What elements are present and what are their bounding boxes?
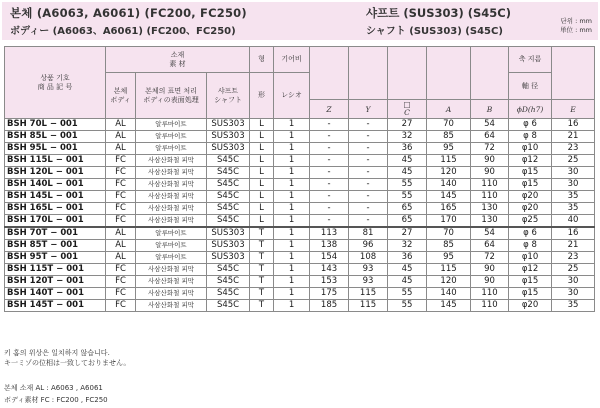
cell-z: - bbox=[310, 143, 349, 155]
cell-z: - bbox=[310, 215, 349, 228]
cell-code: BSH 70T − 001 bbox=[5, 227, 106, 240]
cell-type: T bbox=[250, 276, 274, 288]
cell-z: 154 bbox=[310, 252, 349, 264]
cell-y: - bbox=[349, 191, 388, 203]
cell-shaft: S45C bbox=[207, 276, 250, 288]
cell-a: 85 bbox=[427, 240, 471, 252]
cell-surface: 사삼산화철 피막 bbox=[136, 203, 207, 215]
cell-a: 170 bbox=[427, 215, 471, 228]
cell-c: 45 bbox=[388, 167, 427, 179]
note-body-material-jp: ボディ素材 FC : FC200 , FC250 bbox=[4, 396, 108, 404]
cell-b: 90 bbox=[471, 264, 509, 276]
cell-type: L bbox=[250, 167, 274, 179]
spec-table-body bbox=[5, 119, 595, 312]
cell-body: FC bbox=[106, 215, 136, 228]
cell-code: BSH 145L − 001 bbox=[5, 191, 106, 203]
cell-y: - bbox=[349, 131, 388, 143]
cell-surface: 사삼산화철 피막 bbox=[136, 191, 207, 203]
cell-surface: 사삼산화철 피막 bbox=[136, 167, 207, 179]
cell-z: - bbox=[310, 167, 349, 179]
cell-a: 85 bbox=[427, 131, 471, 143]
cell-type: L bbox=[250, 119, 274, 131]
cell-d: φ 8 bbox=[509, 131, 552, 143]
cell-type: L bbox=[250, 131, 274, 143]
cell-b: 110 bbox=[471, 179, 509, 191]
cell-ratio: 1 bbox=[274, 119, 310, 131]
cell-body: FC bbox=[106, 276, 136, 288]
cell-type: T bbox=[250, 288, 274, 300]
col-header-surface-jp: ボディの表面処理 bbox=[143, 95, 199, 104]
cell-code: BSH 170L − 001 bbox=[5, 215, 106, 228]
cell-ratio: 1 bbox=[274, 167, 310, 179]
cell-a: 95 bbox=[427, 252, 471, 264]
note-keyway-ko: 키 홈의 위상은 일치하지 않습니다. bbox=[4, 349, 110, 357]
cell-body: FC bbox=[106, 179, 136, 191]
cell-d: φ12 bbox=[509, 264, 552, 276]
col-header-z: Z bbox=[310, 100, 349, 119]
col-header-ratio: 기어비 bbox=[274, 47, 310, 73]
cell-d: φ20 bbox=[509, 203, 552, 215]
cell-y: - bbox=[349, 203, 388, 215]
cell-z: - bbox=[310, 179, 349, 191]
cell-c: 55 bbox=[388, 288, 427, 300]
cell-c: 32 bbox=[388, 131, 427, 143]
cell-body: AL bbox=[106, 252, 136, 264]
cell-b: 90 bbox=[471, 167, 509, 179]
table-row bbox=[5, 167, 595, 179]
cell-c: 36 bbox=[388, 252, 427, 264]
cell-z: 185 bbox=[310, 300, 349, 312]
col-header-a-top bbox=[427, 47, 471, 100]
cell-surface: 사삼산화철 피막 bbox=[136, 179, 207, 191]
cell-a: 115 bbox=[427, 155, 471, 167]
cell-d: φ15 bbox=[509, 179, 552, 191]
table-row bbox=[5, 227, 595, 240]
cell-a: 145 bbox=[427, 191, 471, 203]
cell-z: - bbox=[310, 155, 349, 167]
cell-body: FC bbox=[106, 191, 136, 203]
cell-code: BSH 165L − 001 bbox=[5, 203, 106, 215]
cell-d: φ 6 bbox=[509, 227, 552, 240]
cell-a: 115 bbox=[427, 264, 471, 276]
cell-ratio: 1 bbox=[274, 131, 310, 143]
spec-table bbox=[4, 46, 595, 312]
cell-type: L bbox=[250, 215, 274, 228]
cell-shaft: S45C bbox=[207, 300, 250, 312]
cell-surface: 사삼산화철 피막 bbox=[136, 276, 207, 288]
col-header-type-jp: 形 bbox=[250, 73, 274, 119]
cell-e: 30 bbox=[552, 276, 595, 288]
cell-b: 64 bbox=[471, 240, 509, 252]
cell-code: BSH 95L − 001 bbox=[5, 143, 106, 155]
cell-z: - bbox=[310, 119, 349, 131]
col-header-ratio-jp: レシオ bbox=[274, 73, 310, 119]
col-header-body-jp: ボディ bbox=[110, 95, 131, 104]
cell-d: φ12 bbox=[509, 155, 552, 167]
cell-ratio: 1 bbox=[274, 240, 310, 252]
cell-body: AL bbox=[106, 143, 136, 155]
table-row bbox=[5, 119, 595, 131]
col-header-material-jp: 素 材 bbox=[169, 59, 186, 68]
cell-d: φ 8 bbox=[509, 240, 552, 252]
cell-e: 40 bbox=[552, 215, 595, 228]
col-header-c bbox=[388, 100, 427, 119]
cell-code: BSH 95T − 001 bbox=[5, 252, 106, 264]
cell-ratio: 1 bbox=[274, 288, 310, 300]
col-header-d: ϕD(h7) bbox=[509, 100, 552, 119]
cell-e: 30 bbox=[552, 167, 595, 179]
cell-surface: 사삼산화철 피막 bbox=[136, 264, 207, 276]
cell-type: T bbox=[250, 227, 274, 240]
cell-type: L bbox=[250, 191, 274, 203]
cell-y: - bbox=[349, 119, 388, 131]
table-row bbox=[5, 143, 595, 155]
cell-surface: 사삼산화철 피막 bbox=[136, 288, 207, 300]
cell-d: φ20 bbox=[509, 300, 552, 312]
cell-surface: 알루마이트 bbox=[136, 119, 207, 131]
cell-e: 25 bbox=[552, 264, 595, 276]
cell-d: φ10 bbox=[509, 143, 552, 155]
header-title-ko: 본체 (A6063, A6061) (FC200, FC250) bbox=[10, 6, 247, 20]
cell-y: 96 bbox=[349, 240, 388, 252]
cell-d: φ15 bbox=[509, 288, 552, 300]
cell-ratio: 1 bbox=[274, 155, 310, 167]
cell-c: 27 bbox=[388, 119, 427, 131]
cell-e: 23 bbox=[552, 252, 595, 264]
col-header-a: A bbox=[427, 100, 471, 119]
cell-b: 72 bbox=[471, 143, 509, 155]
cell-code: BSH 140L − 001 bbox=[5, 179, 106, 191]
cell-surface: 사삼산화철 피막 bbox=[136, 215, 207, 228]
cell-d: φ10 bbox=[509, 252, 552, 264]
cell-ratio: 1 bbox=[274, 143, 310, 155]
table-row bbox=[5, 240, 595, 252]
cell-b: 64 bbox=[471, 131, 509, 143]
header-title-jp: ボディー (A6063、A6061) (FC200、FC250) bbox=[10, 26, 236, 37]
cell-shaft: SUS303 bbox=[207, 119, 250, 131]
cell-e: 35 bbox=[552, 191, 595, 203]
cell-d: φ25 bbox=[509, 215, 552, 228]
cell-y: 81 bbox=[349, 227, 388, 240]
cell-type: L bbox=[250, 155, 274, 167]
cell-body: AL bbox=[106, 119, 136, 131]
cell-shaft: S45C bbox=[207, 264, 250, 276]
table-row bbox=[5, 155, 595, 167]
col-header-code-ko: 상품 기호 bbox=[40, 73, 70, 82]
cell-b: 72 bbox=[471, 252, 509, 264]
cell-code: BSH 140T − 001 bbox=[5, 288, 106, 300]
cell-y: 115 bbox=[349, 300, 388, 312]
cell-e: 16 bbox=[552, 119, 595, 131]
col-header-b: B bbox=[471, 100, 509, 119]
cell-shaft: S45C bbox=[207, 179, 250, 191]
cell-e: 21 bbox=[552, 240, 595, 252]
cell-ratio: 1 bbox=[274, 252, 310, 264]
cell-shaft: S45C bbox=[207, 191, 250, 203]
cell-a: 70 bbox=[427, 227, 471, 240]
header-bar bbox=[2, 2, 598, 40]
cell-shaft: S45C bbox=[207, 167, 250, 179]
cell-code: BSH 70L − 001 bbox=[5, 119, 106, 131]
table-row bbox=[5, 179, 595, 191]
header-shaft-ko: 샤프트 (SUS303) (S45C) bbox=[366, 6, 511, 20]
cell-code: BSH 120T − 001 bbox=[5, 276, 106, 288]
cell-c: 55 bbox=[388, 179, 427, 191]
col-header-diameter-jp: 軸 径 bbox=[509, 73, 552, 100]
col-header-shaft bbox=[207, 73, 250, 119]
cell-y: - bbox=[349, 167, 388, 179]
cell-body: FC bbox=[106, 288, 136, 300]
unit-label-jp: 単位 : mm bbox=[560, 26, 592, 34]
cell-type: T bbox=[250, 240, 274, 252]
col-header-e-top bbox=[552, 47, 595, 100]
square-icon: □ bbox=[403, 100, 411, 109]
cell-ratio: 1 bbox=[274, 191, 310, 203]
cell-shaft: SUS303 bbox=[207, 252, 250, 264]
unit-label-ko: 단위 : mm bbox=[560, 17, 592, 25]
cell-y: 108 bbox=[349, 252, 388, 264]
cell-a: 120 bbox=[427, 276, 471, 288]
cell-z: 175 bbox=[310, 288, 349, 300]
cell-surface: 알루마이트 bbox=[136, 143, 207, 155]
cell-e: 35 bbox=[552, 203, 595, 215]
header-shaft-jp: シャフト (SUS303) (S45C) bbox=[366, 26, 503, 37]
cell-b: 110 bbox=[471, 300, 509, 312]
col-header-code-jp: 商 品 記 号 bbox=[37, 82, 73, 91]
cell-y: - bbox=[349, 179, 388, 191]
cell-shaft: S45C bbox=[207, 215, 250, 228]
cell-shaft: SUS303 bbox=[207, 143, 250, 155]
table-row bbox=[5, 191, 595, 203]
cell-surface: 알루마이트 bbox=[136, 252, 207, 264]
table-row bbox=[5, 264, 595, 276]
cell-y: 115 bbox=[349, 288, 388, 300]
cell-surface: 사삼산화철 피막 bbox=[136, 155, 207, 167]
cell-body: FC bbox=[106, 203, 136, 215]
col-header-surface-ko: 본체의 표면 처리 bbox=[145, 86, 197, 95]
cell-z: 143 bbox=[310, 264, 349, 276]
col-header-c-label: C bbox=[404, 108, 410, 117]
cell-c: 45 bbox=[388, 276, 427, 288]
note-body-material-ko: 본체 소재 AL : A6063 , A6061 bbox=[4, 384, 103, 392]
cell-y: - bbox=[349, 155, 388, 167]
cell-b: 130 bbox=[471, 215, 509, 228]
col-header-code bbox=[5, 47, 106, 119]
cell-surface: 사삼산화철 피막 bbox=[136, 300, 207, 312]
cell-z: - bbox=[310, 131, 349, 143]
table-row bbox=[5, 288, 595, 300]
cell-surface: 알루마이트 bbox=[136, 227, 207, 240]
cell-y: - bbox=[349, 215, 388, 228]
cell-d: φ 6 bbox=[509, 119, 552, 131]
cell-b: 54 bbox=[471, 227, 509, 240]
cell-shaft: SUS303 bbox=[207, 131, 250, 143]
cell-b: 110 bbox=[471, 288, 509, 300]
cell-z: - bbox=[310, 191, 349, 203]
cell-c: 55 bbox=[388, 191, 427, 203]
cell-body: FC bbox=[106, 155, 136, 167]
cell-a: 95 bbox=[427, 143, 471, 155]
cell-shaft: SUS303 bbox=[207, 240, 250, 252]
cell-d: φ15 bbox=[509, 276, 552, 288]
cell-y: 93 bbox=[349, 264, 388, 276]
cell-ratio: 1 bbox=[274, 215, 310, 228]
table-row bbox=[5, 252, 595, 264]
cell-z: 113 bbox=[310, 227, 349, 240]
cell-b: 90 bbox=[471, 155, 509, 167]
cell-ratio: 1 bbox=[274, 203, 310, 215]
cell-type: T bbox=[250, 252, 274, 264]
cell-d: φ15 bbox=[509, 167, 552, 179]
cell-code: BSH 145T − 001 bbox=[5, 300, 106, 312]
cell-code: BSH 85T − 001 bbox=[5, 240, 106, 252]
cell-b: 90 bbox=[471, 276, 509, 288]
cell-ratio: 1 bbox=[274, 264, 310, 276]
cell-type: T bbox=[250, 300, 274, 312]
cell-c: 45 bbox=[388, 264, 427, 276]
cell-code: BSH 120L − 001 bbox=[5, 167, 106, 179]
col-header-shaft-ko: 샤프트 bbox=[217, 86, 239, 95]
col-header-diameter: 축 지름 bbox=[509, 47, 552, 73]
cell-y: 93 bbox=[349, 276, 388, 288]
cell-body: AL bbox=[106, 240, 136, 252]
cell-code: BSH 115T − 001 bbox=[5, 264, 106, 276]
cell-y: - bbox=[349, 143, 388, 155]
col-header-shaft-jp: シャフト bbox=[214, 95, 242, 104]
cell-type: L bbox=[250, 143, 274, 155]
col-header-y: Y bbox=[349, 100, 388, 119]
cell-a: 140 bbox=[427, 288, 471, 300]
cell-e: 30 bbox=[552, 179, 595, 191]
cell-d: φ20 bbox=[509, 191, 552, 203]
cell-a: 165 bbox=[427, 203, 471, 215]
cell-body: AL bbox=[106, 131, 136, 143]
cell-surface: 알루마이트 bbox=[136, 240, 207, 252]
cell-b: 54 bbox=[471, 119, 509, 131]
col-header-c-top bbox=[388, 47, 427, 100]
col-header-b-top bbox=[471, 47, 509, 100]
cell-code: BSH 115L − 001 bbox=[5, 155, 106, 167]
col-header-body bbox=[106, 73, 136, 119]
cell-surface: 알루마이트 bbox=[136, 131, 207, 143]
cell-e: 35 bbox=[552, 300, 595, 312]
col-header-z-top bbox=[310, 47, 349, 100]
cell-e: 21 bbox=[552, 131, 595, 143]
cell-c: 65 bbox=[388, 215, 427, 228]
cell-e: 23 bbox=[552, 143, 595, 155]
cell-z: 153 bbox=[310, 276, 349, 288]
cell-a: 145 bbox=[427, 300, 471, 312]
table-row bbox=[5, 276, 595, 288]
col-header-material bbox=[106, 47, 250, 73]
cell-ratio: 1 bbox=[274, 227, 310, 240]
col-header-e: E bbox=[552, 100, 595, 119]
cell-body: FC bbox=[106, 264, 136, 276]
cell-c: 45 bbox=[388, 155, 427, 167]
cell-type: T bbox=[250, 264, 274, 276]
cell-e: 16 bbox=[552, 227, 595, 240]
col-header-body-ko: 본체 bbox=[113, 86, 128, 95]
cell-ratio: 1 bbox=[274, 179, 310, 191]
cell-z: 138 bbox=[310, 240, 349, 252]
cell-type: L bbox=[250, 179, 274, 191]
note-keyway-jp: キ一ミゾの位相は一致しておりません。 bbox=[4, 359, 131, 367]
cell-shaft: S45C bbox=[207, 155, 250, 167]
cell-a: 70 bbox=[427, 119, 471, 131]
cell-c: 27 bbox=[388, 227, 427, 240]
cell-b: 110 bbox=[471, 191, 509, 203]
cell-type: L bbox=[250, 203, 274, 215]
col-header-y-top bbox=[349, 47, 388, 100]
cell-c: 55 bbox=[388, 300, 427, 312]
cell-a: 120 bbox=[427, 167, 471, 179]
cell-body: AL bbox=[106, 227, 136, 240]
cell-a: 140 bbox=[427, 179, 471, 191]
col-header-type: 형 bbox=[250, 47, 274, 73]
col-header-material-ko: 소재 bbox=[170, 50, 185, 59]
col-header-surface bbox=[136, 73, 207, 119]
cell-c: 32 bbox=[388, 240, 427, 252]
cell-shaft: S45C bbox=[207, 203, 250, 215]
table-row bbox=[5, 131, 595, 143]
cell-z: - bbox=[310, 203, 349, 215]
cell-code: BSH 85L − 001 bbox=[5, 131, 106, 143]
cell-body: FC bbox=[106, 300, 136, 312]
table-row bbox=[5, 203, 595, 215]
cell-ratio: 1 bbox=[274, 276, 310, 288]
table-row bbox=[5, 215, 595, 228]
cell-c: 65 bbox=[388, 203, 427, 215]
cell-body: FC bbox=[106, 167, 136, 179]
cell-e: 25 bbox=[552, 155, 595, 167]
cell-e: 30 bbox=[552, 288, 595, 300]
cell-c: 36 bbox=[388, 143, 427, 155]
cell-ratio: 1 bbox=[274, 300, 310, 312]
table-row bbox=[5, 300, 595, 312]
cell-shaft: SUS303 bbox=[207, 227, 250, 240]
cell-shaft: S45C bbox=[207, 288, 250, 300]
cell-b: 130 bbox=[471, 203, 509, 215]
